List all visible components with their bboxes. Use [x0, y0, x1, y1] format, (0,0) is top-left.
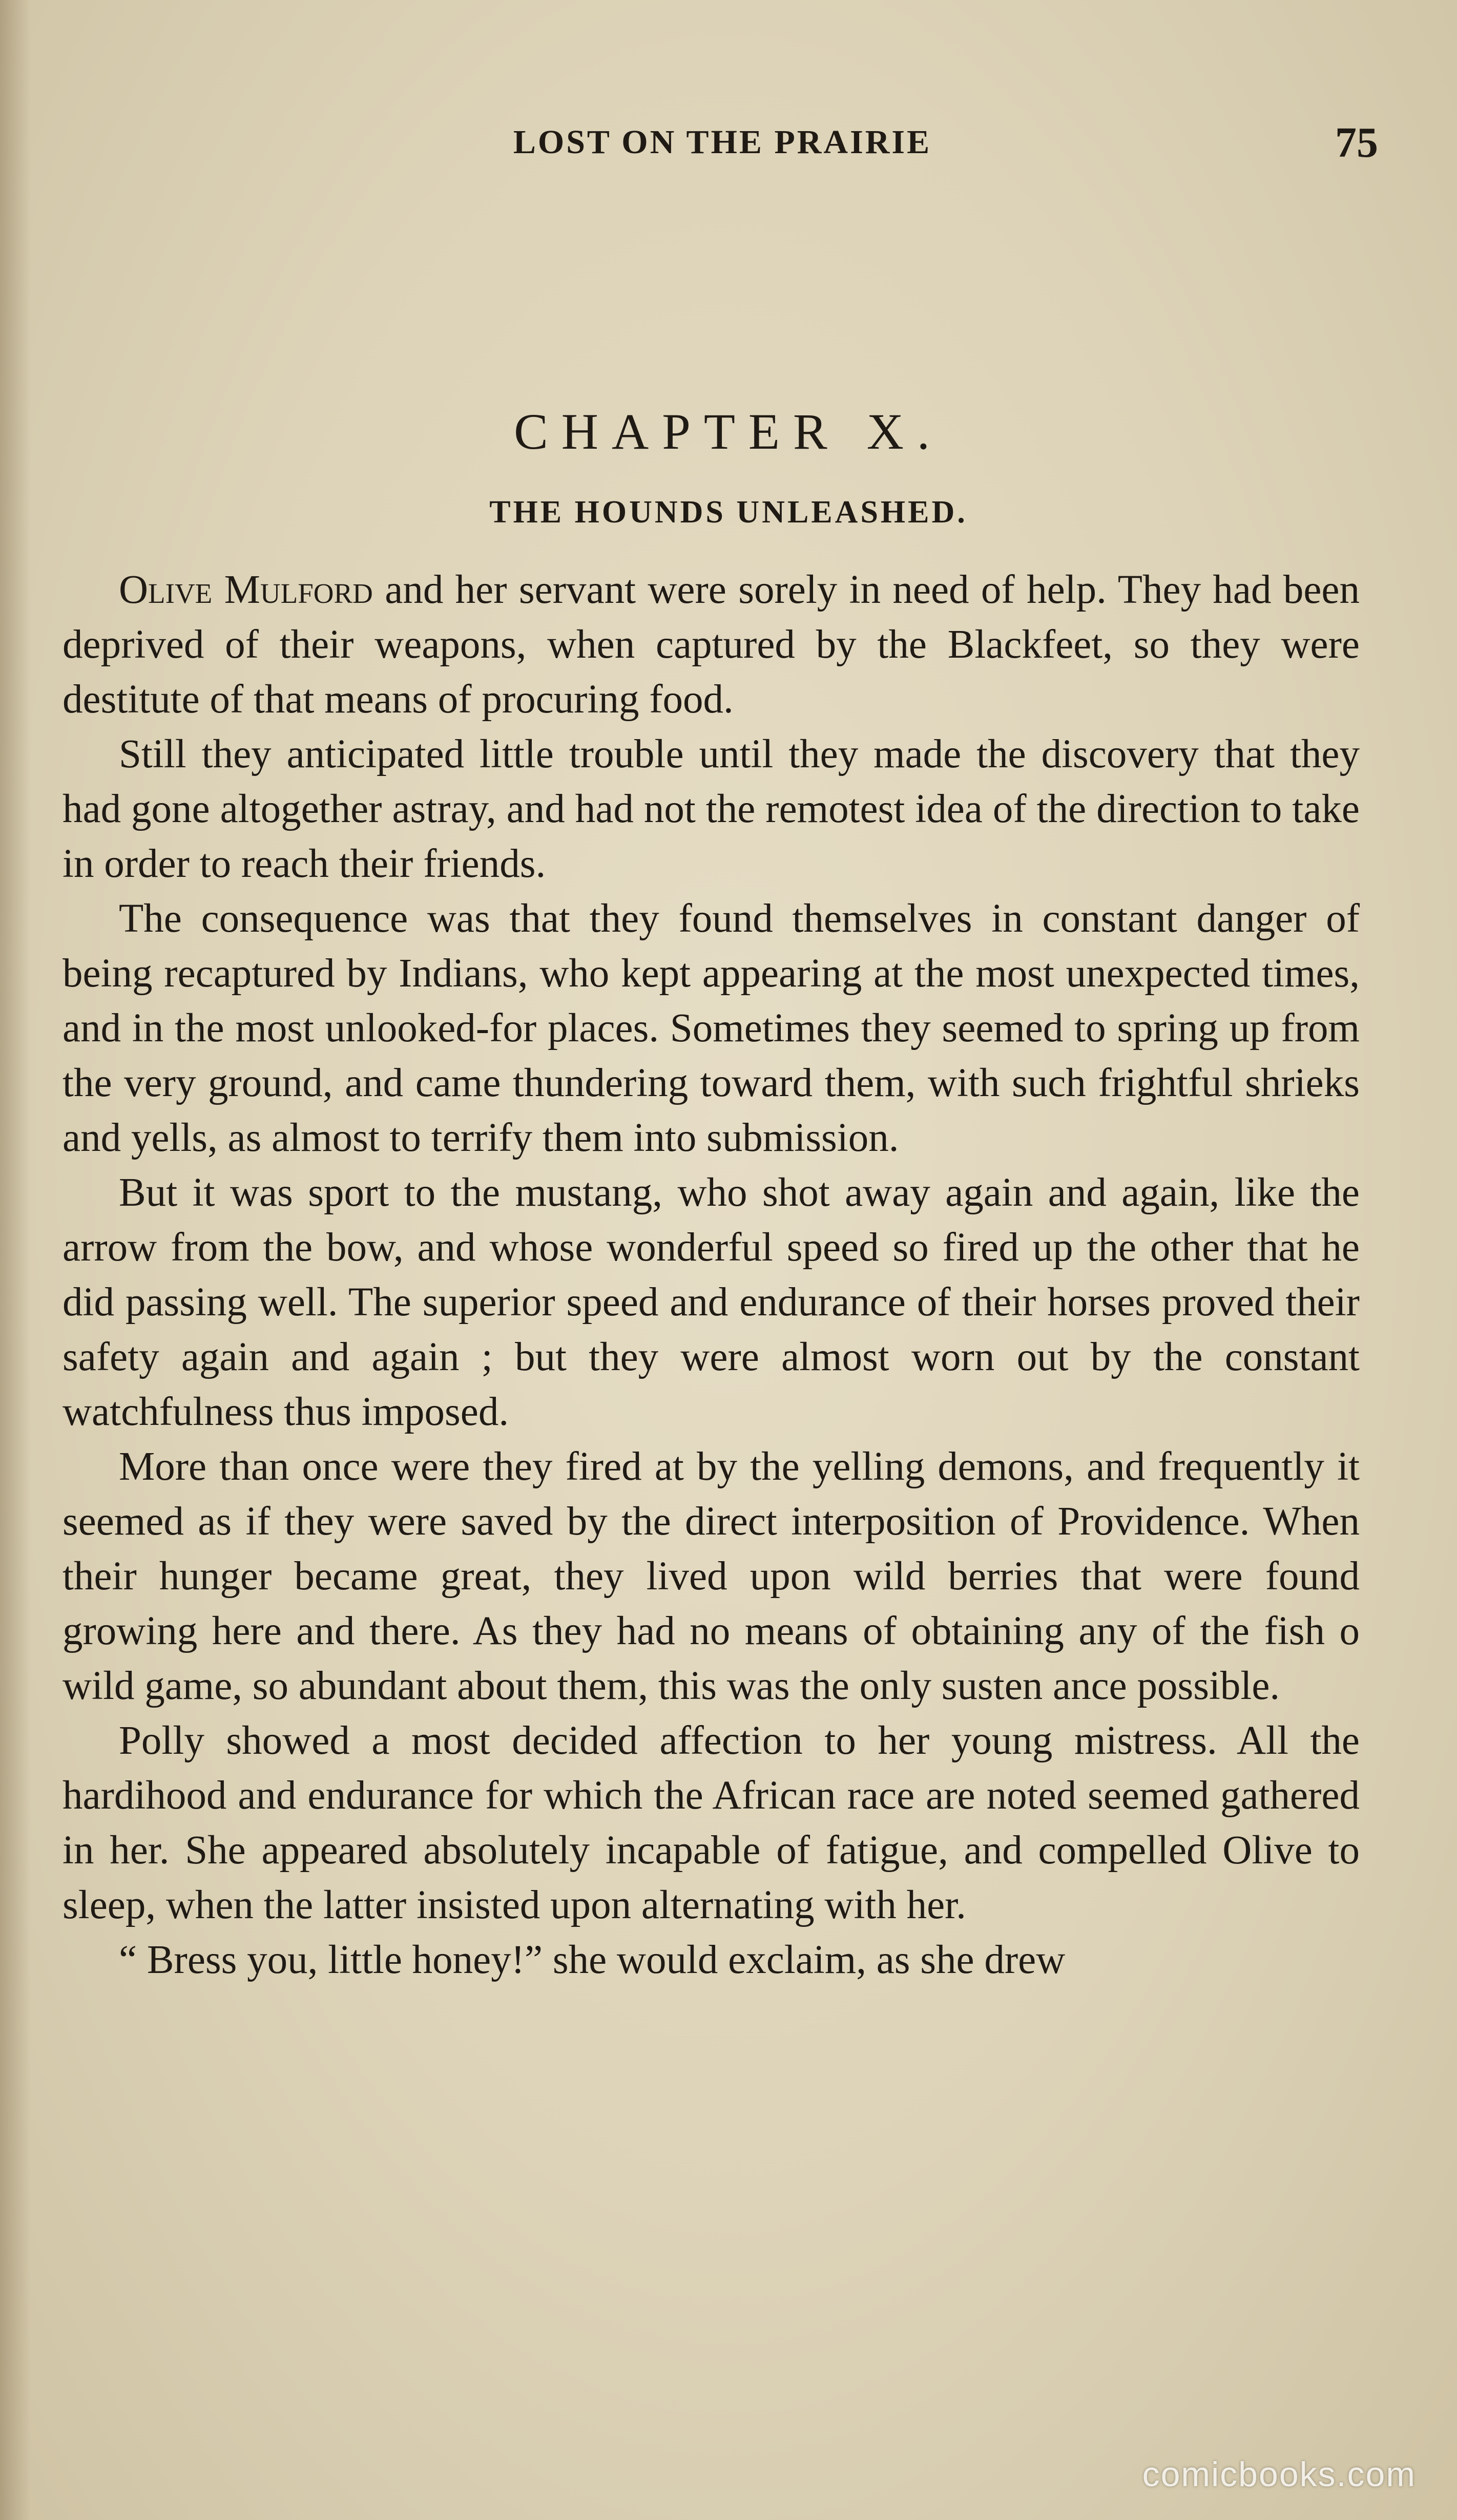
- paragraph-text: “ Bress you, little honey!” she would exclaim, as she drew: [119, 1938, 1066, 1982]
- paragraph: [63, 562, 1360, 727]
- paragraph: [63, 1933, 1360, 1987]
- paragraph-text: But it was sport to the mustang, who shot away again and again, like the arrow from the bow, and whose wonderful speed so fired up the other that he did passing well. The superior speed and endurance of their horses proved their safety again and again ; but they were almost worn out by the constant watchfulness thus imposed.: [63, 1170, 1360, 1434]
- running-header: [67, 119, 1378, 179]
- running-title: LOST ON THE PRAIRIE: [513, 123, 932, 161]
- paragraph-text: The consequence was that they found themselves in constant danger of being recaptured by Indians, who kept appearing at the most unexpected times, and in the most unlooked-for places. Sometimes they seemed to spring up from the very ground, and came thundering toward them, with such frightful shrieks and yells, as almost to terrify them into submission.: [63, 896, 1360, 1160]
- paragraph: [63, 727, 1360, 891]
- chapter-subtitle: THE HOUNDS UNLEASHED.: [489, 495, 968, 530]
- paragraph: [63, 891, 1360, 1165]
- paragraph-text: Still they anticipated little trouble until they made the discovery that they had gone altogether astray, and had not the remotest idea of the direction to take in order to reach their friends.: [63, 732, 1360, 886]
- spine-shadow: [0, 0, 31, 2520]
- body-text: [63, 562, 1360, 1987]
- paragraph-lead: Olive Mulford: [119, 568, 373, 612]
- paragraph: [63, 1165, 1360, 1439]
- paragraph: [63, 1439, 1360, 1713]
- watermark: comicbooks.com: [1142, 2455, 1416, 2494]
- paragraph-text: More than once were they fired at by the yelling demons, and frequently it seemed as if they were saved by the direct interposition of Providence. When their hunger became great, they lived upon wild berries that were found growing here and there. As they had no means of obtaining any of the fish o wild game, so abundant about them, this was the only susten ance possible.: [63, 1444, 1360, 1708]
- paragraph-text: Polly showed a most decided affection to her young mistress. All the hardihood and endurance for which the African race are noted seemed gathered in her. She appeared absolutely incapable of fatigue, and compelled Olive to sleep, when the latter insisted upon alternating with her.: [63, 1718, 1360, 1927]
- page-number: 75: [1335, 119, 1378, 166]
- paragraph-text: and her servant were sorely in need of help. They had been deprived of their weapons, when captured by the Blackfeet, so they were destitute of that means of procuring food.: [63, 568, 1360, 722]
- paragraph: [63, 1713, 1360, 1933]
- chapter-title: CHAPTER X.: [514, 403, 943, 460]
